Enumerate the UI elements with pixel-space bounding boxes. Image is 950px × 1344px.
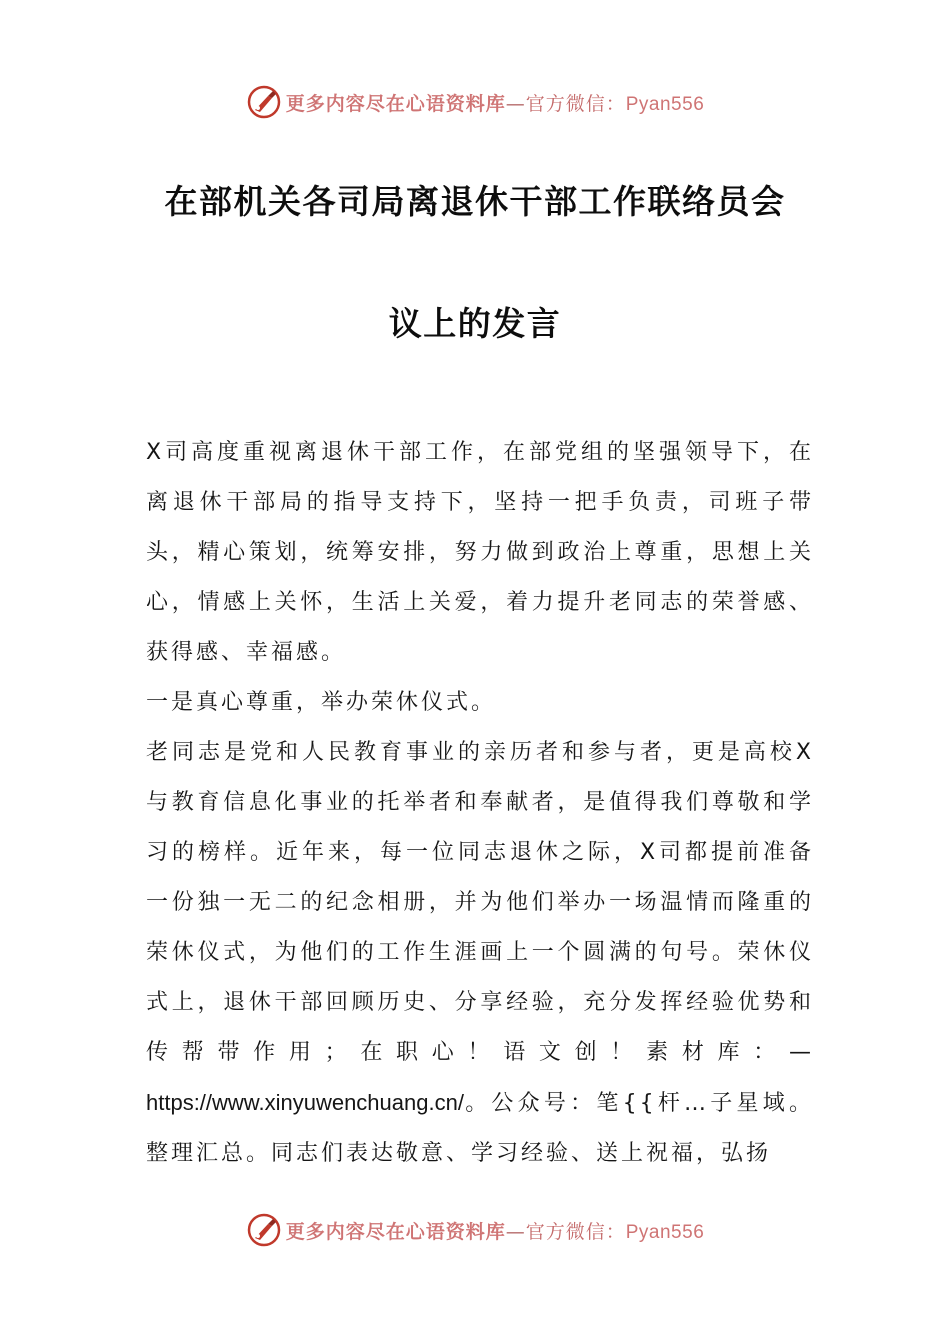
watermark-site-name: 更多内容尽在心语资料库 xyxy=(285,1220,506,1243)
paragraph-main-tail: 。公众号：笔{{杆…子星域。整理汇总。同志们表达敬意、学习经验、送上祝福，弘扬 xyxy=(146,1091,814,1166)
watermark-dash: — xyxy=(505,92,526,115)
pen-nib-logo-icon xyxy=(246,1212,282,1248)
document-body xyxy=(146,428,814,1179)
document-title-line-1: 在部机关各司局离退休干部工作联络员会 xyxy=(164,182,786,221)
watermark-wechat-label: 官方微信： xyxy=(525,92,626,115)
paragraph-url: https://www.xinyuwenchuang.cn/ xyxy=(146,1090,464,1115)
watermark-wechat-id: Pyan556 xyxy=(625,93,705,115)
watermark-text xyxy=(286,1217,705,1244)
watermark-wechat-id: Pyan556 xyxy=(625,1221,705,1243)
paragraph-section-heading: 一是真心尊重，举办荣休仪式。 xyxy=(146,690,497,715)
footer-watermark-banner xyxy=(0,1208,950,1252)
watermark-wechat-label: 官方微信： xyxy=(525,1220,626,1243)
watermark-dash: — xyxy=(505,1220,526,1243)
document-title-line-2: 议上的发言 xyxy=(388,304,562,343)
paragraph-intro: X司高度重视离退休干部工作，在部党组的坚强领导下，在离退休干部局的指导支持下，坚持一把手负责，司班子带头，精心策划，统筹安排，努力做到政治上尊重，思想上关心，情感上关怀，生活上关爱，着力提升老同志的荣誉感、获得感、幸福感。 xyxy=(146,440,814,665)
watermark-site-name: 更多内容尽在心语资料库 xyxy=(285,92,506,115)
pen-nib-logo-icon xyxy=(246,84,282,120)
paragraph-main xyxy=(146,728,814,1179)
paragraph-main-text: 老同志是党和人民教育事业的亲历者和参与者，更是高校X与教育信息化事业的托举者和奉献者，是值得我们尊敬和学习的榜样。近年来，每一位同志退休之际，X司都提前准备一份独一无二的纪念相册，并为他们举办一场温情而隆重的荣休仪式，为他们的工作生涯画上一个圆满的句号。荣休仪式上，退休干部回顾历史、分享经验，充分发挥经验优势和传帮带作用；在职心！语文创！素材库：— xyxy=(146,740,814,1065)
header-watermark-banner xyxy=(0,80,950,124)
watermark-text xyxy=(286,89,705,116)
